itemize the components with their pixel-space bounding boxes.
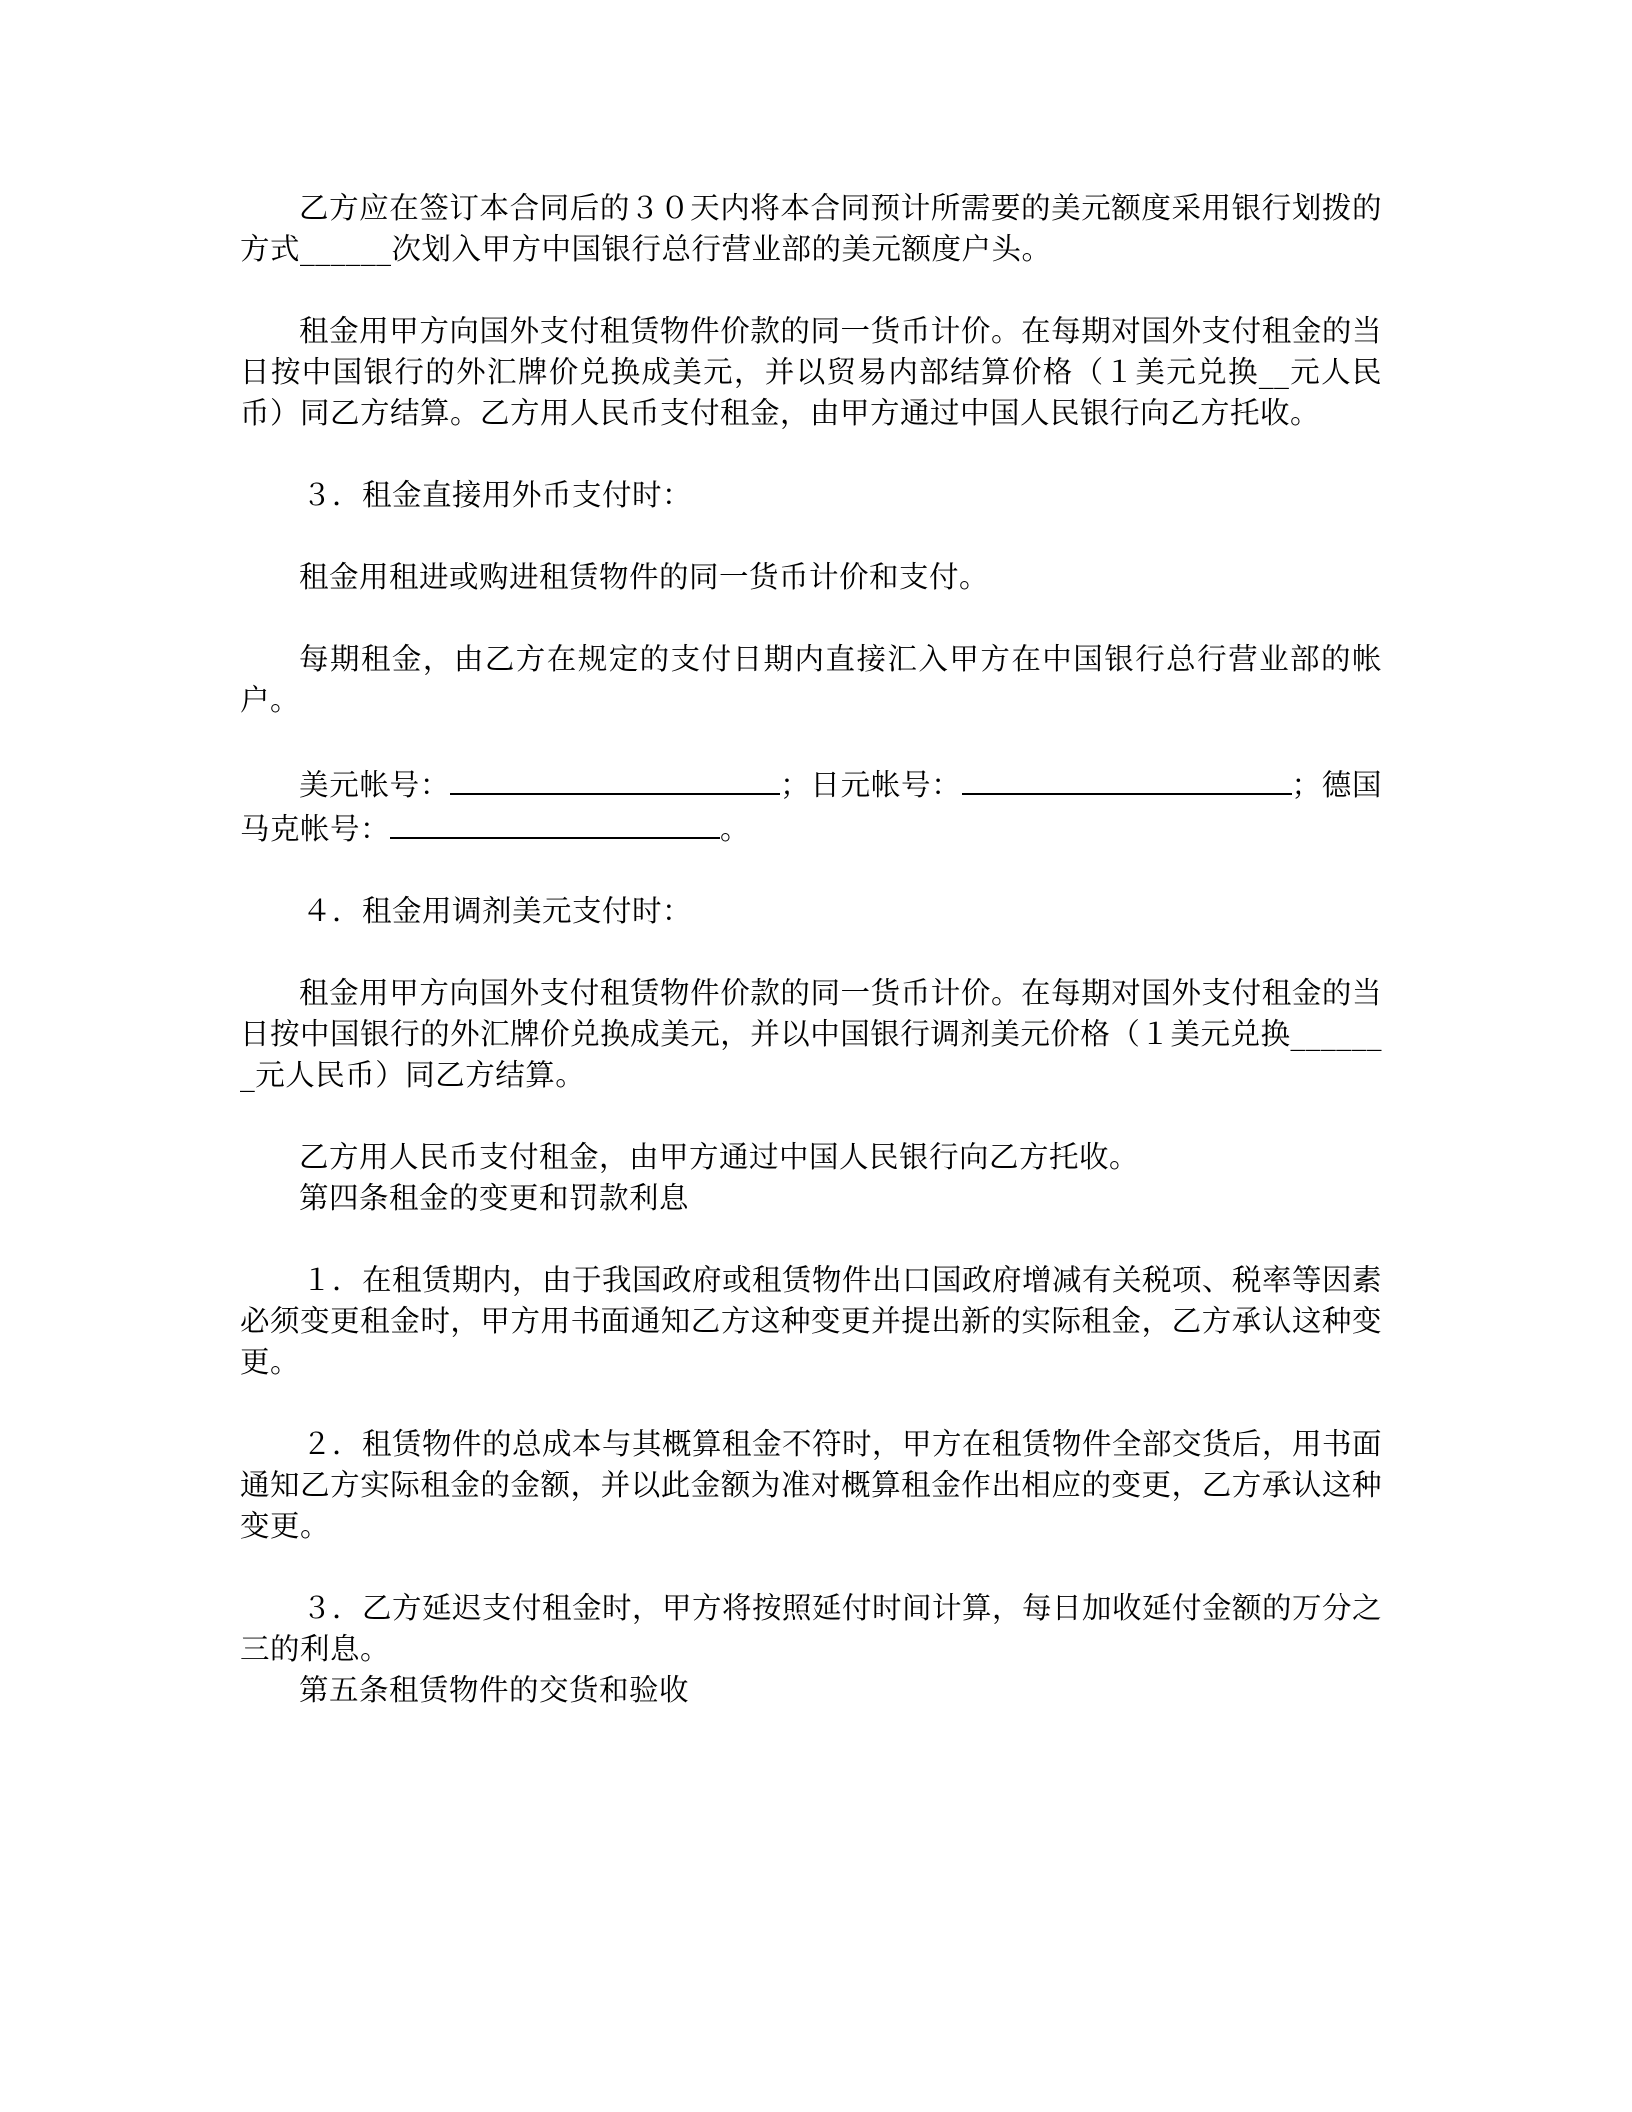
paragraph-rmb-collection: 乙方用人民币支付租金，由甲方通过中国人民银行向乙方托收。	[299, 1139, 1140, 1174]
paragraph-rent-remittance: 每期租金，由乙方在规定的支付日期内直接汇入甲方在中国银行总行营业部的帐户。	[240, 642, 1382, 717]
dem-account-blank	[390, 806, 720, 839]
paragraph-rent-pricing-trade-rate: 租金用甲方向国外支付租赁物件价款的同一货币计价。在每期对国外支付租金的当日按中国银行的外汇牌价兑换成美元，并以贸易内部结算价格（１美元兑换__元人民币）同乙方结算。乙方用人民币支付租金，由甲方通过中国人民银行向乙方托收。	[240, 314, 1382, 430]
account-end-mark: 。	[720, 811, 751, 846]
paragraph-usd-quota-transfer: 乙方应在签订本合同后的３０天内将本合同预计所需要的美元额度采用银行划拨的方式______次划入甲方中国银行总行营业部的美元额度户头。	[240, 191, 1382, 266]
clause-1-tax-change: １．在租赁期内，由于我国政府或租赁物件出口国政府增减有关税项、税率等因素必须变更租金时，甲方用书面通知乙方这种变更并提出新的实际租金，乙方承认这种变更。	[240, 1262, 1382, 1379]
article-4-heading: 第四条租金的变更和罚款利息	[299, 1180, 690, 1215]
jpy-account-blank	[962, 762, 1292, 795]
usd-account-blank	[450, 762, 780, 795]
clause-2-cost-variance: ２．租赁物件的总成本与其概算租金不符时，甲方在租赁物件全部交货后，用书面通知乙方实际租金的金额，并以此金额为准对概算租金作出相应的变更，乙方承认这种变更。	[240, 1426, 1382, 1543]
usd-account-label: 美元帐号：	[299, 767, 451, 802]
dem-account-label: ；德国马克帐号：	[240, 767, 1382, 846]
clause-3-late-interest: ３．乙方延迟支付租金时，甲方将按照延付时间计算，每日加收延付金额的万分之三的利息。	[240, 1590, 1382, 1666]
paragraph-rent-same-currency: 租金用租进或购进租赁物件的同一货币计价和支付。	[299, 560, 990, 594]
paragraph-account-numbers	[240, 762, 1382, 850]
clause-4-adjusted-usd-heading: ４．租金用调剂美元支付时：	[301, 893, 692, 928]
paragraph-rent-pricing-adjusted-rate: 租金用甲方向国外支付租赁物件价款的同一货币计价。在每期对国外支付租金的当日按中国银行的外汇牌价兑换成美元，并以中国银行调剂美元价格（１美元兑换_______元人民币）同乙方结算。	[240, 975, 1382, 1092]
jpy-account-label: ；日元帐号：	[780, 767, 962, 802]
clause-3-foreign-currency-heading: ３．租金直接用外币支付时：	[301, 478, 692, 512]
article-5-heading: 第五条租赁物件的交货和验收	[299, 1672, 690, 1707]
document-body	[240, 188, 1382, 1711]
